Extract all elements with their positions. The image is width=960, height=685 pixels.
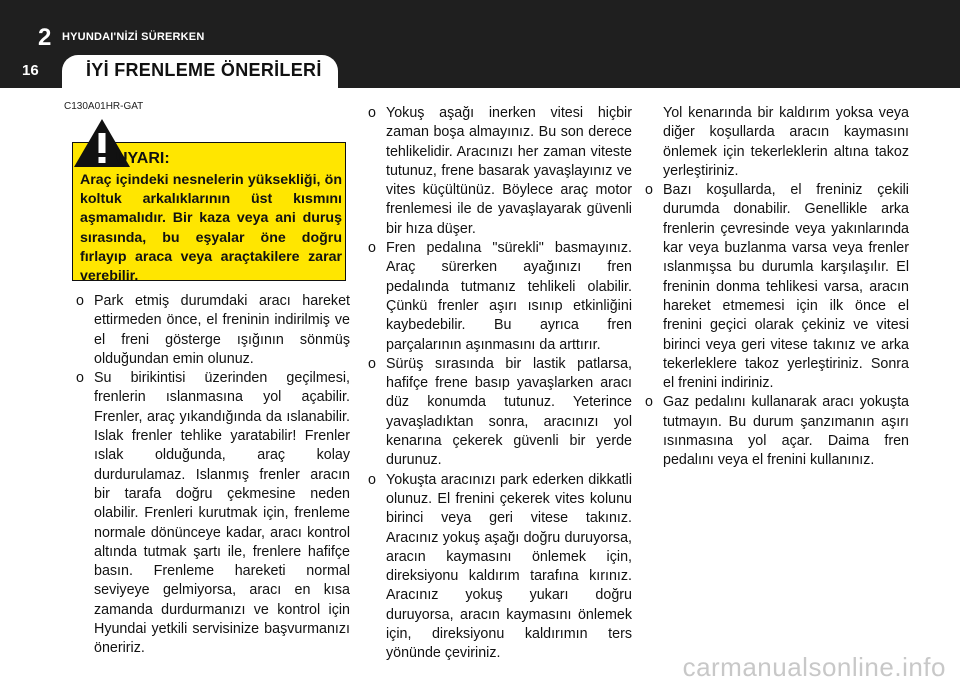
document-code: C130A01HR-GAT	[64, 101, 144, 112]
chapter-title: HYUNDAI'NİZİ SÜRERKEN	[62, 31, 205, 43]
watermark: carmanualsonline.info	[682, 652, 946, 682]
list-item	[364, 471, 632, 664]
bullet: o	[76, 370, 84, 387]
list-item-text: Yokuş aşağı inerken vitesi hiçbir zaman boşa almayınız. Bu son derece tehlikelidir. Aracınızı her zaman viteste tutunuz, frene basarak yavaşlayınız ve vites küçültünüz. Böylece araç motor frenlemesi ile de yavaşlayarak güvenli bir hıza düşer.	[386, 105, 632, 237]
list-item-text: Fren pedalına "sürekli" basmayınız. Araç sürerken ayağınızı fren pedalında tutmanız tehlikeli olabilir. Çünkü frenler aşırı ısınıp etkinliğini kaybedebilir. Bu ayrıca fren parçalarının aşınmasını da arttırır.	[386, 240, 632, 353]
column-3	[641, 104, 909, 471]
list-item-text: Bazı koşullarda, el freniniz çekili durumda donabilir. Genellikle arka frenlerin çevresinde veya yakınlarında kar veya buzlanma varsa veya frenler ıslanmışsa bu durumla karşılaşılır. El freninin donma tehlikesi varsa, aracın hareket etmemesi için ilk önce el frenini geçici olarak çekiniz ve vitesi birinci veya geri vitese takınız ve arka tekerleklere takoz yerleştiriniz. Sonra el frenini indiriniz.	[663, 182, 909, 392]
list-item	[641, 181, 909, 393]
list-item	[364, 355, 632, 471]
section-title: İYİ FRENLEME ÖNERİLERİ	[86, 60, 322, 80]
bullet: o	[368, 240, 376, 257]
bullet: o	[368, 355, 376, 372]
list-item-text: Park etmiş durumdaki aracı hareket ettirmeden önce, el freninin indirilmiş ve el freni gösterge ışığının sönmüş olduğundan emin olunuz.	[94, 293, 350, 367]
bullet: o	[645, 394, 653, 411]
list-item-text: Yokuşta aracınızı park ederken dikkatli olunuz. El frenini çekerek vites kolunu birinci veya geri vitese takınız. Aracınız yokuş aşağı doğru duruyorsa, aracın kaymasını önlemek için, direksiyonu kaldırım tarafına kırınız. Aracınız yokuş yukarı doğru duruyorsa, aracın kaymasını önlemek için, direksiyonu kaldırımın ters yönünde çeviriniz.	[386, 471, 632, 662]
chapter-number: 2	[38, 24, 52, 51]
column-1	[72, 292, 350, 659]
warning-text: Araç içindeki nesnelerin yüksekliği, ön koltuk arkalıklarının üst kısmını aşmamalıdır. Bir kaza veya ani duruş sırasında, bu eşyalar öne doğru fırlayıp araca veya araçtakilere zarar verebilir.	[80, 172, 342, 285]
list-item-text: Gaz pedalını kullanarak aracı yokuşta tutmayın. Bu durum şanzımanın aşırı ısınmasına yol açar. Daima fren pedalını veya el frenini kullanınız.	[663, 394, 909, 469]
page-number: 16	[22, 62, 39, 79]
bullet: o	[368, 105, 376, 121]
list-item	[641, 393, 909, 470]
bullet: o	[368, 471, 376, 488]
list-item	[364, 239, 632, 355]
column-2	[364, 104, 632, 664]
list-item	[72, 369, 350, 658]
list-item-text: Sürüş sırasında bir lastik patlarsa, hafifçe frene basıp yavaşlarken aracı düz konumda tutunuz. Yeterince yavaşladıktan sonra, aracınızı yol kenarına çekerek güvenli bir yerde durunuz.	[386, 355, 632, 469]
bullet: o	[76, 293, 84, 309]
list-item	[364, 104, 632, 239]
paragraph: Yol kenarında bir kaldırım yoksa veya diğer koşullarda aracın kaymasını önlemek için tekerleklerin altına takoz yerleştiriniz.	[663, 105, 909, 179]
bullet: o	[645, 182, 653, 199]
list-item	[72, 292, 350, 369]
warning-title: UYARI:	[116, 150, 170, 167]
list-item-text: Su birikintisi üzerinden geçilmesi, frenlerin ıslanmasına yol açabilir. Frenler, araç yıkandığında da ıslanabilir. Islak frenler tehlike yaratabilir! Frenler ıslak olduğunda, araç kolay durdurulamaz. Islanmış frenler aracın bir tarafa doğru çekmesine neden olabilir. Frenleri kurutmak için, frenleme normale dönünceye kadar, aracı kontrol altında tutmak şartı ile, frenlere hafifçe basın. Frenleme hareketi normal seviyeye gelmiyorsa, aracı en kısa zamanda durdurmanızı ve kontrol için Hyundai yetkili servisinize başvurmanızı öneririz.	[94, 370, 350, 657]
